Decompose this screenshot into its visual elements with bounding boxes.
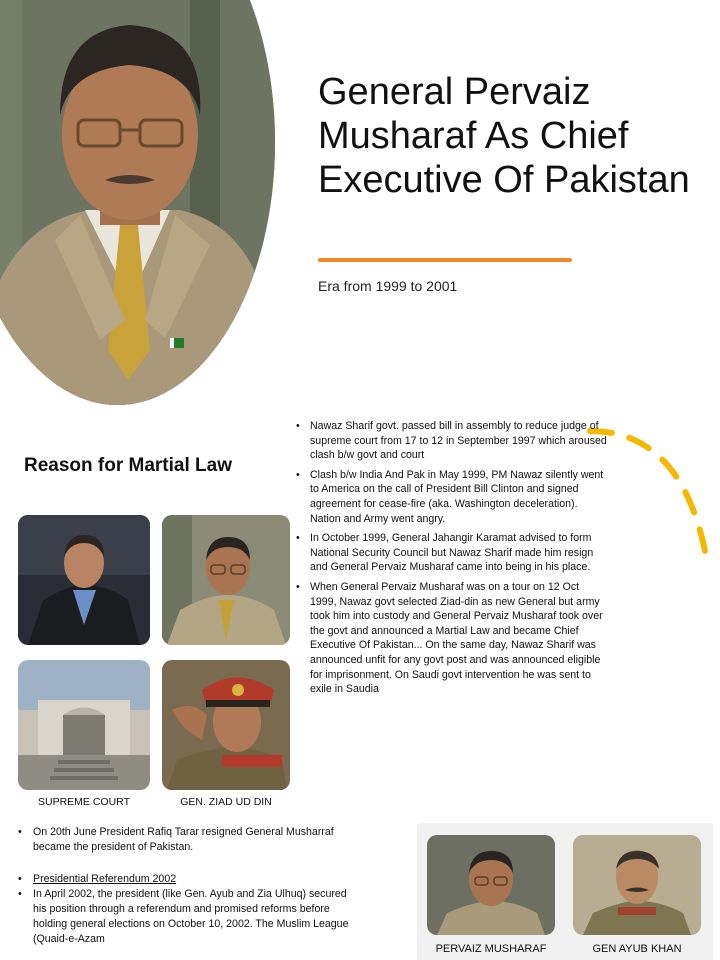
reason-item: • When General Pervaiz Musharaf was on a tour on 12 Oct 1999, Nawaz govt selected Ziad-din as new General but army took him into custody and General Pervaiz Musharaf took over the govt and announced a Martial Law and became Chief Executive Of Pakistan... On the same day, Nawaz Sharif was announced unfit for any govt post and was announced eligible for imprisonment. On Saudi govt intervention he was sent to exile in Saudia (296, 580, 608, 697)
caption-ayub-khan: GEN AYUB KHAN (592, 943, 682, 955)
supreme-court-photo (18, 660, 150, 790)
musharaf-compare-photo (427, 835, 555, 935)
title-slide (0, 0, 720, 405)
title-underline (318, 258, 572, 262)
caption-ziad-ud-din: GEN. ZIAD UD DIN (180, 796, 272, 808)
caption-supreme-court: SUPREME COURT (38, 796, 130, 808)
ayub-khan-photo (573, 835, 701, 935)
referendum-heading-text: Presidential Referendum 2002 (33, 873, 177, 885)
presidency-list (18, 825, 358, 947)
ziad-ud-din-photo (162, 660, 290, 790)
reasons-list (296, 419, 608, 702)
presidency-item: • On 20th June President Rafiq Tarar resigned General Musharraf became the president of Pakistan. (18, 825, 358, 855)
reason-item: • Clash b/w India And Pak in May 1999, PM Nawaz silently went to America on the call of President Bill Clinton and signed agreement for cease-fire (aka. Washington deceleration). Nation and Army went angry. (296, 468, 608, 526)
musharaf-photo (162, 515, 290, 645)
slide-title: General Pervaiz Musharaf As Chief Executive Of Pakistan (318, 71, 690, 201)
referendum-heading (18, 872, 358, 887)
section-heading: Reason for Martial Law (24, 455, 232, 476)
comparison-panel (417, 823, 713, 960)
nawaz-sharif-photo (18, 515, 150, 645)
reason-item: • Nawaz Sharif govt. passed bill in assembly to reduce judge of supreme court from 17 to 12 in September 1997 which aroused clash b/w govt and court (296, 419, 608, 463)
reason-slide (0, 405, 720, 960)
musharaf-portrait-photo (0, 0, 275, 405)
era-subtitle: Era from 1999 to 2001 (318, 278, 458, 294)
presidency-item: • In April 2002, the president (like Gen. Ayub and Zia Ulhuq) secured his position through a referendum and promised reforms before holding general elections on October 10, 2002. The Muslim League (Quaid-e-Azam (18, 887, 358, 947)
reason-item: • In October 1999, General Jahangir Karamat advised to form National Security Council but Nawaz Sharif made him resign and General Pervaiz Musharaf came into being in his place. (296, 531, 608, 575)
caption-musharaf: PERVAIZ MUSHARAF (435, 943, 547, 955)
